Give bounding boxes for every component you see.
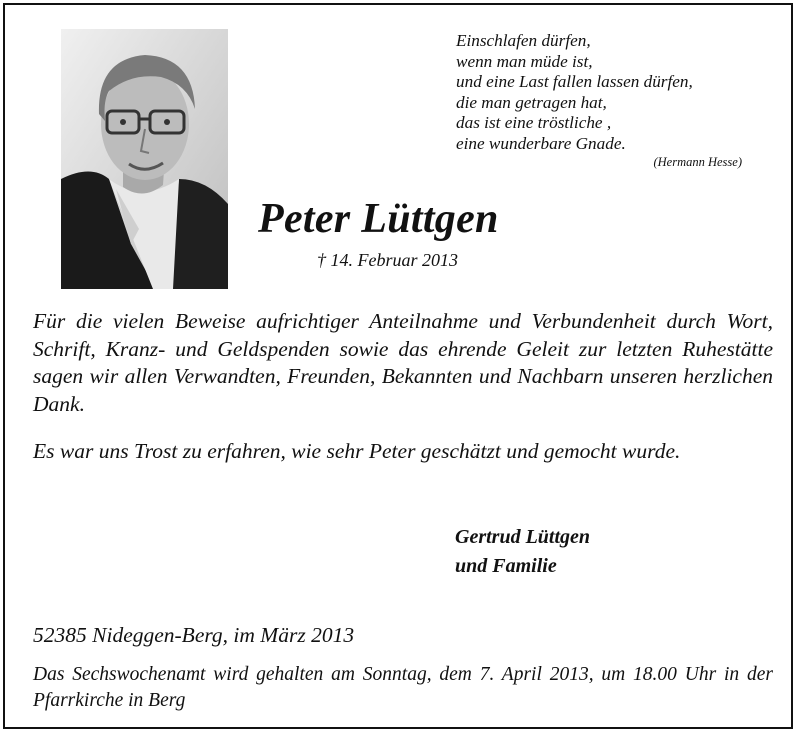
comfort-paragraph: Es war uns Trost zu erfahren, wie sehr Peter geschätzt und gemocht wurde. <box>33 439 681 463</box>
service-notice: Das Sechswochenamt wird gehalten am Sonntag, dem 7. April 2013, um 18.00 Uhr in der Pfarrkirche in Berg <box>33 664 773 711</box>
death-date: † 14. Februar 2013 <box>317 250 458 270</box>
deceased-name: Peter Lüttgen <box>258 196 499 242</box>
thanks-paragraph: Für die vielen Beweise aufrichtiger Anteilnahme und Verbundenheit durch Wort, Schrift, Kranz- und Geldspenden sowie das ehrende Geleit zur letzten Ruhestätte sagen wir allen Verwandten, Freunden, Bekannten und Nachbarn unseren herzlichen Dank. <box>33 309 773 416</box>
signature-family: und Familie <box>455 555 557 577</box>
portrait-image <box>61 29 228 289</box>
poem-author: (Hermann Hesse) <box>653 155 742 169</box>
poem-line: und eine Last fallen lassen dürfen, <box>456 72 693 91</box>
poem-line: wenn man müde ist, <box>456 51 593 71</box>
signature <box>455 523 590 581</box>
signature-name: Gertrud Lüttgen <box>455 526 591 548</box>
portrait-photo <box>61 29 228 289</box>
poem-line: eine wunderbare Gnade. <box>456 133 626 153</box>
poem-line: das ist eine tröstliche , <box>456 113 612 132</box>
poem-line: Einschlafen dürfen, <box>456 31 591 50</box>
place-and-date: 52385 Nideggen-Berg, im März 2013 <box>33 623 355 647</box>
poem-line: die man getragen hat, <box>456 92 607 112</box>
poem <box>456 31 756 170</box>
